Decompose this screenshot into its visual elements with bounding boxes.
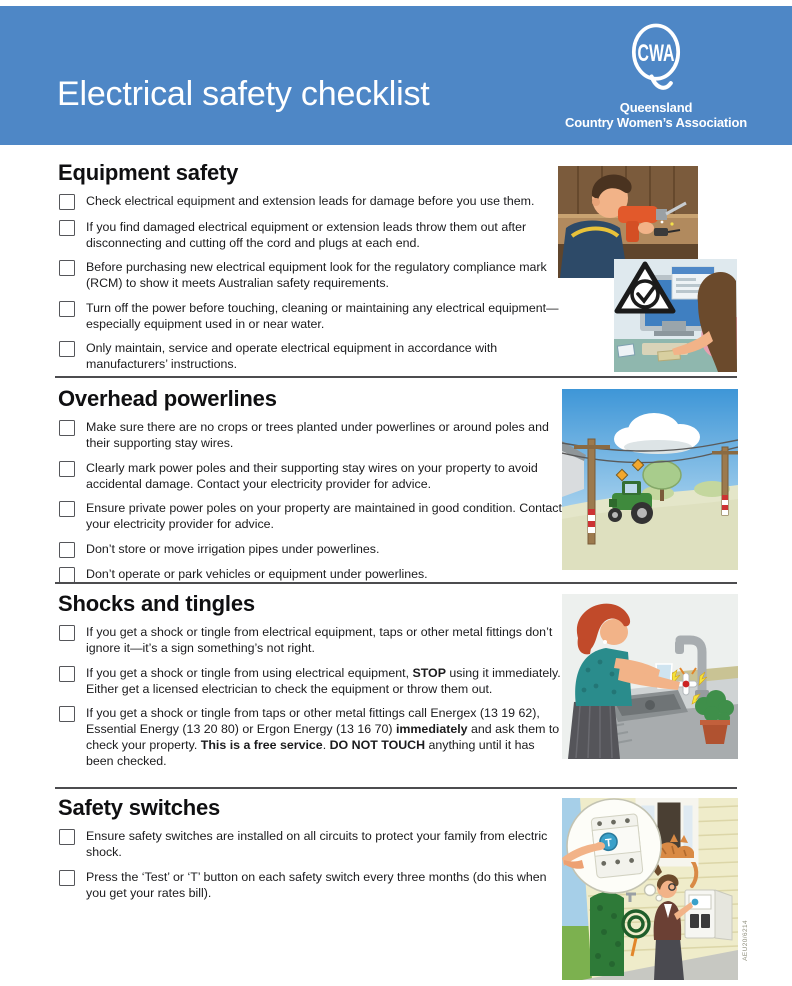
- checkbox[interactable]: [59, 461, 75, 477]
- checklist-item-label: Ensure private power poles on your property are maintained in good condition. Contact your electricity provider for advice.: [86, 501, 562, 531]
- checklist-item: [59, 869, 562, 901]
- section-divider: [55, 787, 737, 789]
- cwa-logo-icon: [619, 18, 693, 98]
- checklist-item: [59, 193, 562, 210]
- checklist-item-label: Before purchasing new electrical equipment look for the regulatory compliance mark (RCM) to show it meets Australian safety requirements.: [86, 260, 547, 290]
- checklist-item-label: If you get a shock or tingle from taps or other metal fittings call Energex (13 19 62), Essential Energy (13 20 80) or Ergon Energy (13 16 70) immediately and ask them to check your property. This is a free service. DO NOT TOUCH anything until it has been checked.: [86, 706, 560, 768]
- illustration-shock-at-tap: [562, 594, 738, 759]
- checklist-item: [59, 705, 562, 769]
- section-heading: Safety switches: [58, 795, 221, 820]
- checkbox[interactable]: [59, 501, 75, 517]
- checkbox[interactable]: [59, 625, 75, 641]
- checkbox[interactable]: [59, 220, 75, 236]
- checklist-item: [59, 340, 562, 372]
- shock-tap-illustration-image: [562, 594, 738, 759]
- section-divider: [55, 582, 737, 584]
- checklist-item: [59, 219, 562, 251]
- illustration-safety-switch-test: [562, 798, 738, 980]
- checklist: [59, 624, 562, 769]
- page-title: Electrical safety checklist: [57, 75, 430, 113]
- checklist-item: [59, 541, 562, 558]
- checklist-item-label: If you get a shock or tingle from electrical equipment, taps or other metal fittings don’t ignore it—it’s a sign something’s not right.: [86, 625, 553, 655]
- checklist-item: [59, 419, 562, 451]
- checklist-item-label: Press the ‘Test’ or ‘T’ button on each safety switch every three months (do this when you get your rates bill).: [86, 869, 547, 900]
- checklist-item: [59, 624, 562, 656]
- rcm-purchase-illustration-image: [614, 259, 737, 372]
- checkbox[interactable]: [59, 542, 75, 558]
- checkbox[interactable]: [59, 194, 75, 210]
- checklist-item-label: If you find damaged electrical equipment or extension leads throw them out after disconnecting and cutting off the cord and plugs at each end.: [86, 219, 527, 250]
- checklist-item-label: If you get a shock or tingle from using electrical equipment, STOP using it immediately. Either get a licensed electrician to check the equipment or throw them out.: [86, 665, 561, 696]
- checklist-item: [59, 566, 562, 583]
- checklist: [59, 193, 562, 372]
- checklist-item-label: Only maintain, service and operate electrical equipment in accordance with manufacturers’ instructions.: [86, 341, 498, 371]
- document-code: AEU20/6214: [742, 920, 749, 961]
- cwa-logo: [540, 18, 772, 130]
- section-heading: Shocks and tingles: [58, 591, 255, 616]
- section-overhead-powerlines: [0, 386, 562, 592]
- org-name-line1: Queensland: [619, 100, 693, 115]
- section-shocks-and-tingles: [0, 591, 562, 778]
- checklist: [59, 828, 562, 901]
- illustration-powerlines: [562, 389, 738, 570]
- svg-text:T: T: [604, 836, 613, 850]
- checkbox[interactable]: [59, 420, 75, 436]
- checklist-item-label: Clearly mark power poles and their supporting stay wires on your property to avoid accidental damage. Contact your electricity provider for advice.: [86, 460, 538, 491]
- checkbox[interactable]: [59, 666, 75, 682]
- illustration-rcm-purchase: [614, 259, 737, 372]
- checklist-item-label: Don’t operate or park vehicles or equipment under powerlines.: [86, 567, 428, 581]
- checklist-item-label: Turn off the power before touching, cleaning or maintaining any electrical equipment—especially equipment used in or near water.: [86, 300, 559, 331]
- checklist-item: [59, 665, 562, 697]
- safety-switch-illustration-image: [562, 798, 738, 980]
- checkbox[interactable]: [59, 870, 75, 886]
- checklist-item-label: Make sure there are no crops or trees planted under powerlines or around poles and their supporting stay wires.: [86, 420, 549, 450]
- header-banner: [0, 6, 792, 145]
- section-safety-switches: [0, 795, 562, 909]
- checklist-item-label: Ensure safety switches are installed on all circuits to protect your family from electric shock.: [86, 829, 548, 859]
- org-name-line2: Country Women’s Association: [565, 115, 747, 130]
- section-divider: [55, 376, 737, 378]
- svg-text:CWA: CWA: [637, 39, 675, 67]
- checklist-item: [59, 828, 562, 860]
- checklist-item: [59, 500, 562, 532]
- checklist-item-label: Check electrical equipment and extension leads for damage before you use them.: [86, 194, 535, 208]
- checklist: [59, 419, 562, 583]
- checkbox[interactable]: [59, 260, 75, 276]
- powerlines-illustration-image: [562, 389, 738, 570]
- checklist-item-label: Don’t store or move irrigation pipes under powerlines.: [86, 541, 380, 556]
- checkbox[interactable]: [59, 341, 75, 357]
- checkbox[interactable]: [59, 301, 75, 317]
- checkbox[interactable]: [59, 567, 75, 583]
- section-heading: Equipment safety: [58, 160, 239, 185]
- checkbox[interactable]: [59, 829, 75, 845]
- checkbox[interactable]: [59, 706, 75, 722]
- checklist-item: [59, 259, 562, 291]
- section-heading: Overhead powerlines: [58, 386, 277, 411]
- checklist-item: [59, 460, 562, 492]
- checklist-item: [59, 300, 562, 332]
- section-equipment-safety: [0, 160, 562, 381]
